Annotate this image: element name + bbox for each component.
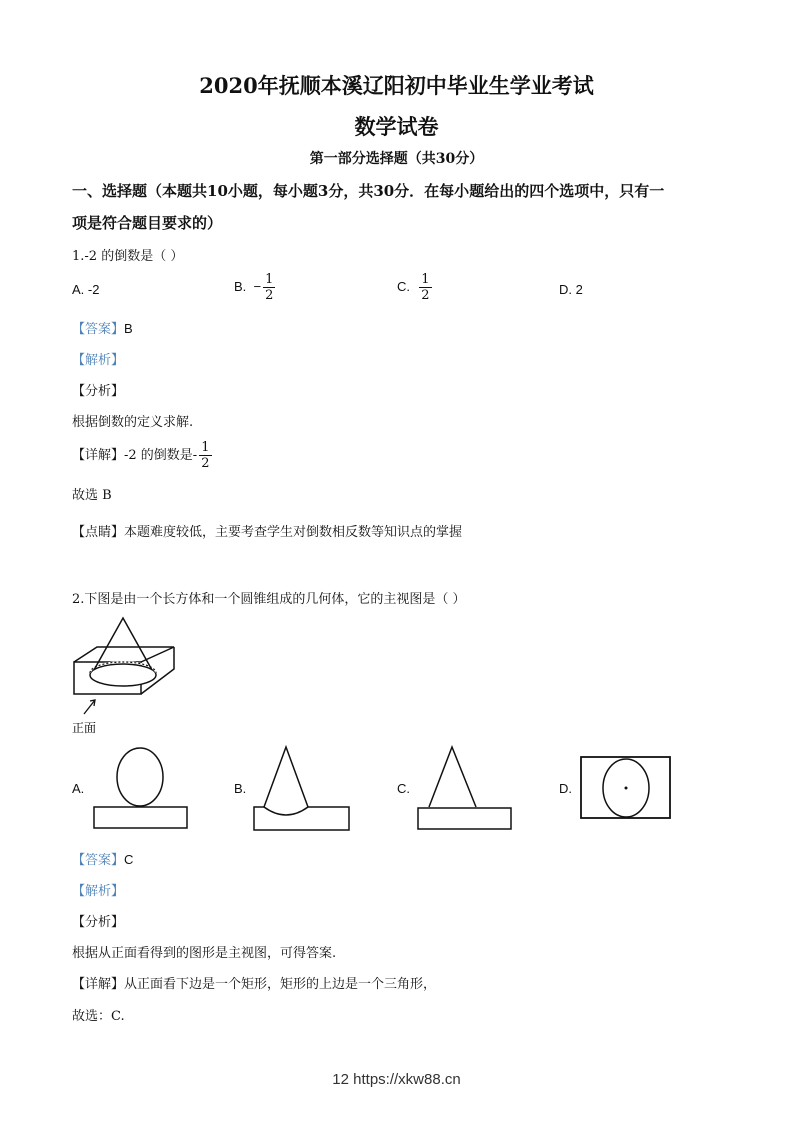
q1-fenxi-label: 【分析】	[72, 384, 125, 399]
q2-option-d-figure	[578, 754, 674, 822]
q2-option-d-label: D.	[559, 781, 572, 796]
front-label: 正面	[72, 721, 97, 735]
q1-option-a: A. -2	[72, 282, 100, 297]
q1-option-c: C. $\frac{1}{2}$	[397, 272, 430, 303]
q1-option-d: D. 2	[559, 282, 583, 297]
q1-fenxi-text: 根据倒数的定义求解.	[72, 415, 194, 430]
section-heading-line1: 一、选择题（本题共10小题，每小题3分，共30分．在每小题给出的四个选项中，只有一	[72, 182, 665, 200]
document-title: 2020年抚顺本溪辽阳初中毕业生学业考试	[199, 73, 594, 98]
q2-option-b-label: B.	[234, 781, 247, 796]
q1-comment: 【点睛】本题难度较低，主要考查学生对倒数相反数等知识点的掌握	[72, 524, 463, 539]
q2-detail: 【详解】从正面看下边是一个矩形，矩形的上边是一个三角形，	[72, 977, 437, 992]
q2-option-c-figure	[415, 745, 515, 833]
q1-stem: 1.-2 的倒数是（ ）	[72, 249, 184, 264]
q1-choose: 故选 B	[72, 488, 112, 503]
part-heading: 第一部分选择题（共30分）	[309, 151, 484, 167]
q2-answer: 【答案】C	[72, 852, 134, 868]
q2-choose: 故选：C.	[72, 1009, 125, 1024]
q2-stem: 2.下图是由一个长方体和一个圆锥组成的几何体，它的主视图是（ ）	[72, 592, 466, 607]
section-heading-line2: 项是符合题目要求的）	[72, 214, 223, 232]
q1-option-b: B. − $\frac{1}{2}$	[234, 272, 274, 303]
q2-solid-figure	[70, 612, 200, 737]
q2-fenxi-label: 【分析】	[72, 915, 125, 930]
document-subtitle: 数学试卷	[354, 114, 439, 139]
page-footer: 12 https://xkw88.cn	[332, 1071, 461, 1088]
q2-option-a-label: A.	[72, 781, 85, 796]
q1-answer: 【答案】B	[72, 321, 133, 337]
q2-fenxi-text: 根据从正面看得到的图形是主视图，可得答案.	[72, 946, 337, 961]
q1-analysis-label: 【解析】	[72, 353, 125, 368]
q2-option-a-figure	[90, 745, 190, 833]
q2-option-c-label: C.	[397, 781, 410, 796]
q2-option-b-figure	[252, 745, 352, 833]
q2-analysis-label: 【解析】	[72, 884, 125, 899]
q1-detail: 【详解】-2 的倒数是- $\frac{1}{2}$	[72, 440, 210, 471]
